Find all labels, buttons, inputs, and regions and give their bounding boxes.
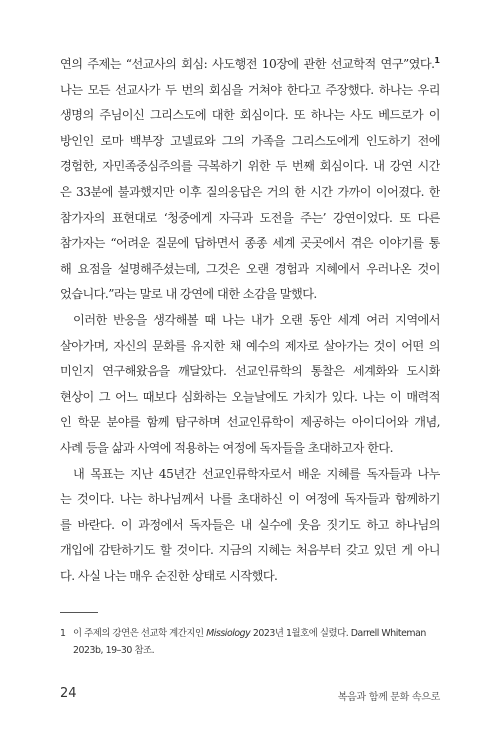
text-line: 경험한, 자민족중심주의를 극복하기 위한 두 번째 회심이다. 내 강연 시간 [60,159,440,174]
journal-title: Missiology [206,628,251,639]
footnote-line: 2023b, 19–30 참조. [73,645,155,656]
text-line: 인 학문 분야를 함께 탐구하며 선교인류학이 제공하는 아이디어와 개념, [60,415,440,430]
text-line: 현상이 그 어느 때보다 심화하는 오늘날에도 가치가 있다. 나는 이 매력적 [60,389,440,404]
paragraph [60,462,440,590]
text-line: 개입에 감탄하기도 할 것이다. 지금의 지혜는 처음부터 갖고 있던 게 아니 [60,543,440,558]
text-line: 를 바란다. 이 과정에서 독자들은 내 실수에 웃음 짓기도 하고 하나님의 [60,517,440,532]
text-line: 해 요점을 설명해주셨는데, 그것은 오랜 경험과 지혜에서 우러나온 것이 [60,261,440,276]
text-line: 다. 사실 나는 매우 순진한 상태로 시작했다. [60,568,278,583]
text-line: 연의 주제는 “선교사의 회심: 사도행전 10장에 관한 선교학적 연구”였다.$^1$ [60,55,440,71]
text-line: 살아가며, 자신의 문화를 유지한 채 예수의 제자로 살아가는 것이 어떤 의 [60,338,440,353]
text-line: 사례 등을 삶과 사역에 적용하는 여정에 독자들을 초대하고자 한다. [60,440,393,455]
text-line: 었습니다.”라는 말로 내 강연에 대한 소감을 말했다. [60,287,317,302]
body-text [60,52,440,589]
text-line: 은 33분에 불과했지만 이후 질의응답은 거의 한 시간 가까이 이어졌다. 한 [60,184,440,199]
page-number: 24 [60,686,77,701]
paragraph [60,52,440,308]
paragraph [60,308,440,462]
footnote [60,625,450,659]
text-line: 미인지 연구해왔음을 깨달았다. 선교인류학의 통찰은 세계화와 도시화 [60,364,440,379]
text-line: 나는 모든 선교사가 두 번의 회심을 거쳐야 한다고 주장했다. 하나는 우리 [60,82,440,97]
running-title: 복음과 함께 문화 속으로 [337,692,440,703]
text-line: 방인인 로마 백부장 고넬료와 그의 가족을 그리스도에게 인도하기 전에 [60,133,440,148]
footnote-number: 1 [60,628,66,639]
text-line: 생명의 주님이신 그리스도에 대한 회심이다. 또 하나는 사도 베드로가 이 [60,108,440,123]
text-line: 참가자의 표현대로 ‘청중에게 자극과 도전을 주는’ 강연이었다. 또 다른 [60,210,440,225]
footnote-line [60,625,450,642]
footnote-text: 이 주제의 강연은 선교학 계간지인 Missiology 2023년 1월호에 실렸다. Darrell Whiteman [73,628,426,639]
text-line: 는 것이다. 나는 하나님께서 나를 초대하신 이 여정에 독자들과 함께하기 [60,492,440,507]
text-line: 내 목표는 지난 45년간 선교인류학자로서 배운 지혜를 독자들과 나누 [73,466,440,481]
footnote-divider [60,612,98,613]
text-line: 참가자는 “어려운 질문에 답하면서 종종 세계 곳곳에서 겪은 이야기를 통 [60,236,440,251]
footnote-reference[interactable]: 1 [434,55,440,65]
text-line: 이러한 반응을 생각해볼 때 나는 내가 오랜 동안 세계 여러 지역에서 [73,312,440,327]
